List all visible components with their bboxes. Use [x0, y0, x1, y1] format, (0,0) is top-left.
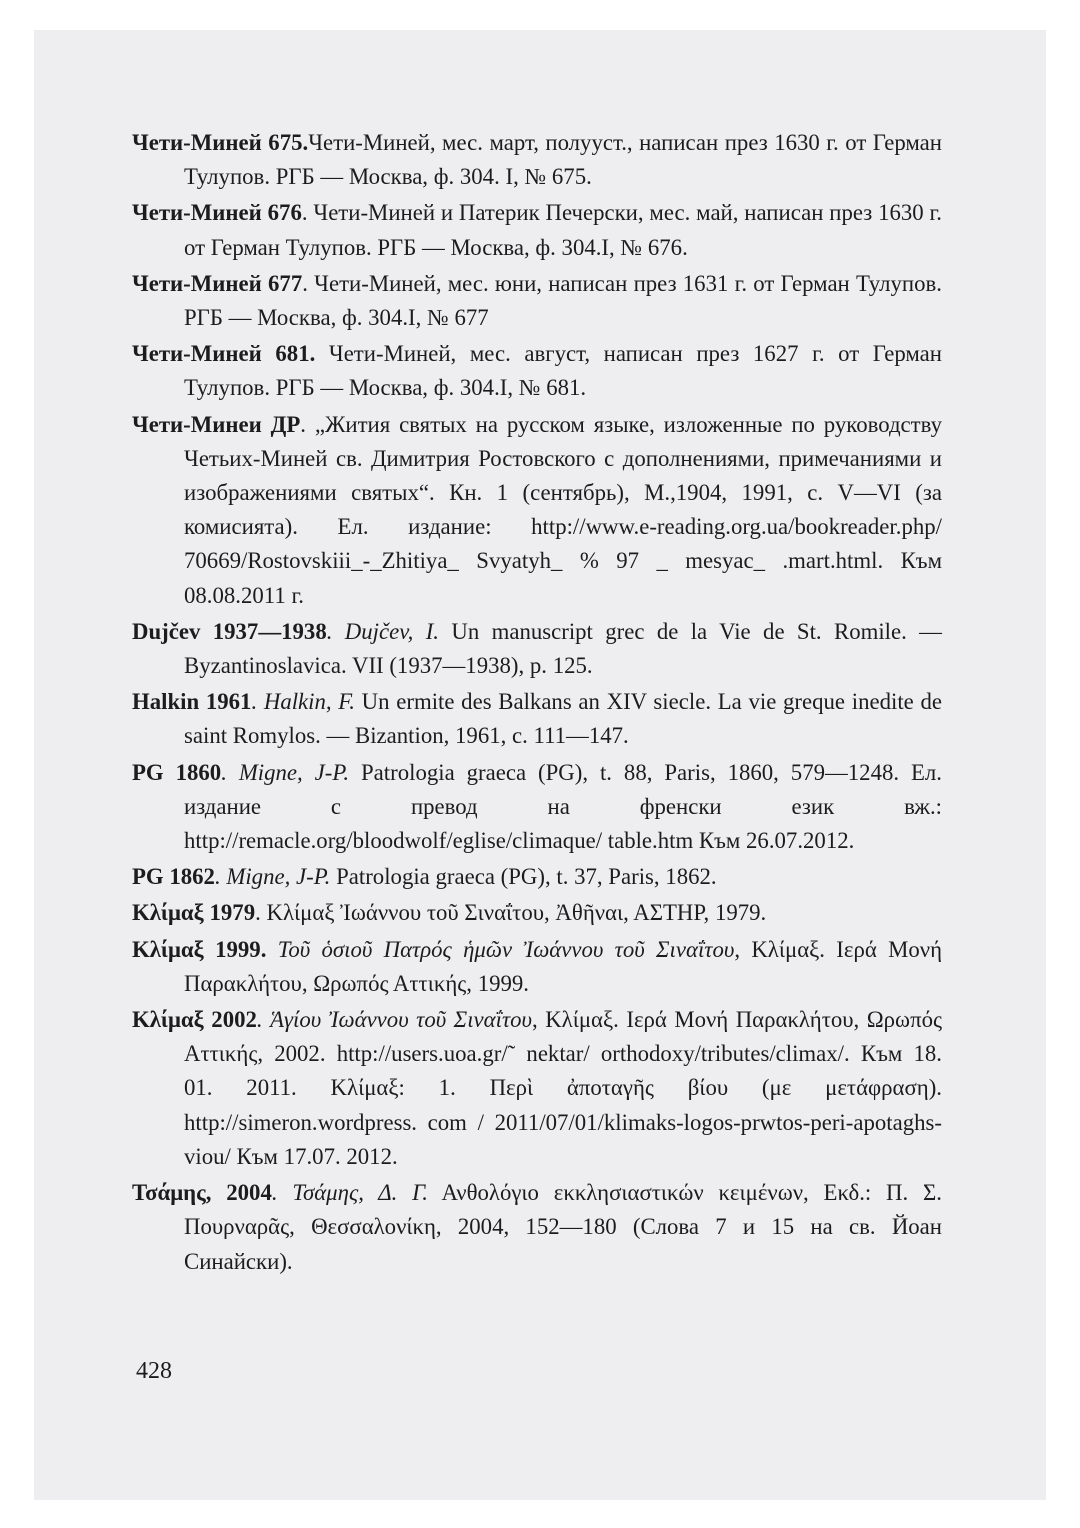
entry-body: . Κλίμαξ Ἰωάννου τοῦ Σιναΐτου, Ἀθῆναι, ΑΣΤΗΡ, 1979. [255, 900, 767, 926]
bibliography-entry [132, 933, 942, 1001]
entry-key: Halkin 1961 [132, 689, 252, 715]
entry-body: Un ermite des Balkans an XIV siecle. La vie greque inedite de saint Romylos. — Bizantion, 1961, c. 111—147. [184, 689, 942, 749]
entry-key: Чети-Миней 675. [132, 130, 309, 155]
page-number: 428 [136, 1358, 172, 1384]
entry-body: Un manuscript grec de la Vie de St. Romile. — Byzantinoslavica. VII (1937—1938), p. 125. [184, 618, 942, 679]
entry-key: PG 1860 [132, 759, 222, 785]
entry-author: . Migne, J-P. [221, 759, 350, 785]
entry-key: Чети-Миней 677 [132, 270, 303, 296]
bibliography-entry [132, 896, 942, 930]
entry-key: Κλίμαξ 1999. [132, 936, 267, 962]
bibliography-entry [132, 615, 942, 683]
entry-author: . Halkin, F. [251, 689, 355, 715]
entry-author: . Dujčev, I. [326, 618, 439, 644]
entry-author: . Migne, J-P. [214, 864, 331, 890]
entry-body: , Κλίμαξ. Ιερά Μονή Παρακλήτου, Ωρωπός Αττικής, 1999. [184, 936, 942, 996]
bibliography-entry [132, 267, 942, 335]
entry-body: . Чети-Миней, мес. юни, написан през 1631 г. от Герман Тулупов. РГБ — Москва, ф. 304.I, № 677 [184, 270, 942, 331]
bibliography-entry [132, 1176, 942, 1279]
entry-author: . Τσάμης, Δ. Γ. [271, 1180, 428, 1206]
entry-key: Κλίμαξ 1979 [132, 900, 256, 926]
entry-body: Patrologia graeca (PG), t. 37, Paris, 1862. [330, 864, 717, 890]
bibliography-entry [132, 408, 942, 613]
entry-key: PG 1862 [132, 864, 215, 890]
bibliography-entry [132, 337, 942, 405]
bibliography-list [132, 126, 942, 1281]
entry-body: Ανθολόγιο εκκλησιαστικών κειμένων, Εκδ.: Π. Σ. Πουρναρᾶς, Θεσσαλονίκη, 2004, 152—180 (Слова 7 и 15 на св. Йоан Синайски). [184, 1180, 943, 1274]
entry-key: Τσάμης, 2004 [132, 1180, 272, 1206]
entry-key: Dujčev 1937—1938 [132, 618, 327, 644]
bibliography-entry [132, 860, 942, 894]
entry-key: Κλίμαξ 2002 [132, 1007, 257, 1033]
bibliography-entry [132, 126, 942, 194]
entry-body: . Чети-Миней и Патерик Печерски, мес. май, написан през 1630 г. от Герман Тулупов. РГБ — Москва, ф. 304.I, № 676. [184, 200, 942, 260]
bibliography-entry [132, 756, 942, 859]
entry-key: Чети-Миней 676 [132, 200, 302, 226]
entry-title-italic: . Ἁγίου Ἰωάννου τοῦ Σιναΐτου [256, 1007, 532, 1033]
entry-body: , Κλίμαξ. Ιερά Μονή Παρακλήτου, Ωρωπός Αττικής, 2002. http://users.uoa.gr/˜ nektar/ orthodoxy/tributes/climax/. Към 18. 01. 2011. Κλίμαξ: 1. Περὶ ἀποταγῆς βίου (με μετάφραση). http://simeron.wordpress. com / 2011/07/01/klimaks-logos-prwtos-peri-apotaghs-viou/ Към 17.07. 2012. [184, 1007, 943, 1169]
bibliography-entry [132, 1003, 942, 1174]
entry-title-italic: Τοῦ ὁσιοῦ Πατρός ἡμῶν Ἰωάννου τοῦ Σιναΐτου [266, 936, 735, 962]
entry-body: Чети-Миней, мес. март, полууст., написан през 1630 г. от Герман Тулупов. РГБ — Москва, ф. 304. I, № 675. [184, 130, 942, 190]
bibliography-entry [132, 196, 942, 264]
entry-body: . „Жития святых на русском языке, изложенные по руководству Четьих-Миней св. Димитрия Ростовского с дополнениями, примечаниями и изображениями святых“. Кн. 1 (сентябрь), М.,1904, 1991, с. V—VI (за комисията). Ел. издание: http://www.e-reading.org.ua/bookreader.php/ 70669/Rostovskiii_-_Zhitiya_ Svyatyh_ % 97 _ mesyac_ .mart.html. Към 08.08.2011 г. [184, 411, 943, 608]
entry-key: Чети-Миней 681. [132, 341, 316, 367]
bibliography-entry [132, 685, 942, 753]
entry-body: Patrologia graeca (PG), t. 88, Paris, 1860, 579—1248. Ел. издание с превод на френски език вж.: http://remacle.org/bloodwolf/eglise/climaque/ table.htm Към 26.07.2012. [184, 759, 943, 854]
book-page [34, 30, 1046, 1500]
entry-body: Чети-Миней, мес. август, написан през 1627 г. от Герман Тулупов. РГБ — Москва, ф. 304.I, № 681. [184, 341, 942, 401]
scan-frame [34, 30, 1046, 1500]
entry-key: Чети-Минеи ДР [132, 411, 301, 437]
